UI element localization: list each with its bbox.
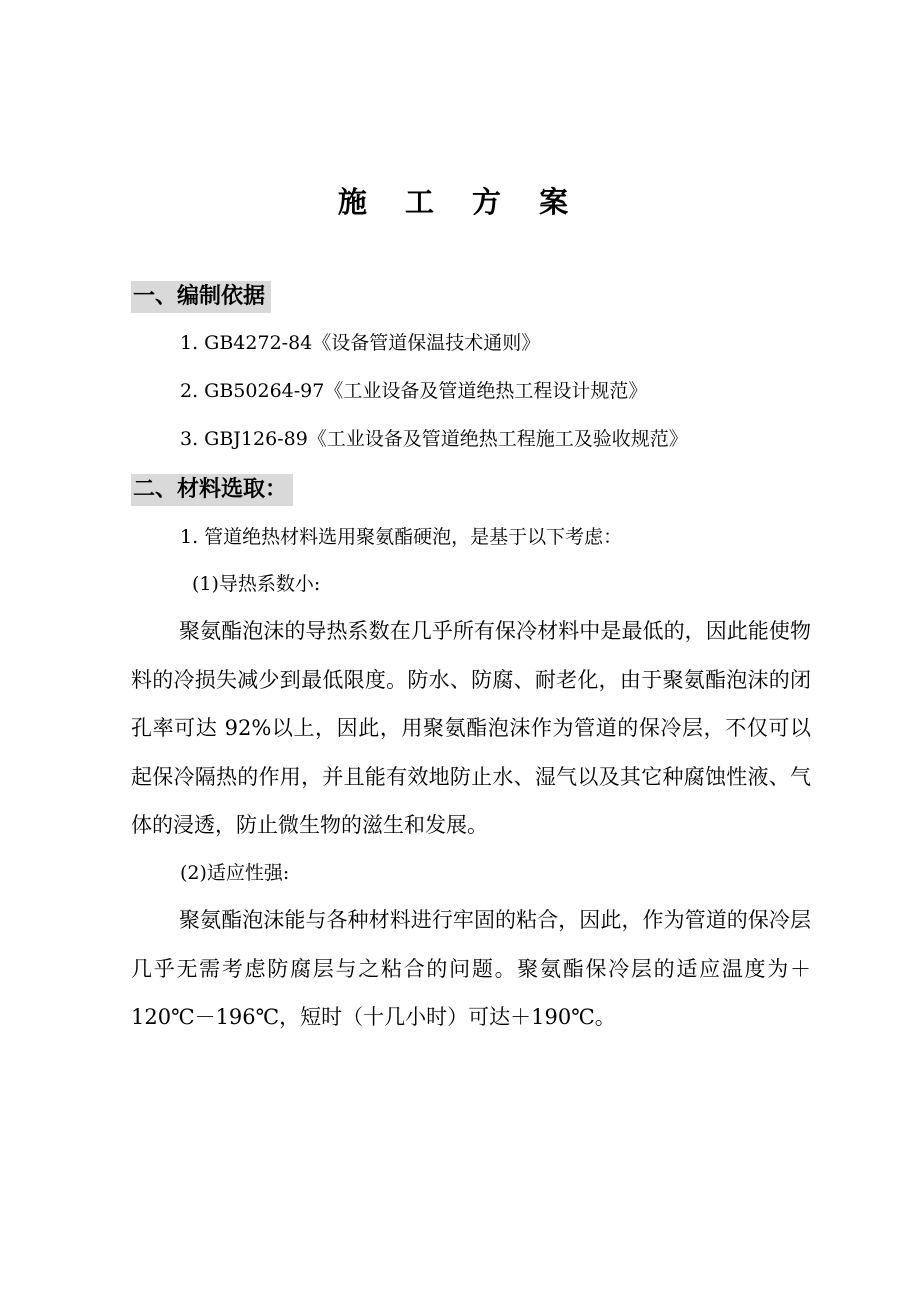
body-paragraph: 聚氨酯泡沫的导热系数在几乎所有保冷材料中是最低的，因此能使物料的冷损失减少到最低限度。防水、防腐、耐老化，由于聚氨酯泡沫的闭孔率可达 92%以上，因此，用聚氨酯泡沫作为管道的保冷层，不仅可以起保冷隔热的作用，并且能有效地防止水、湿气以及其它种腐蚀性液、气体的浸透，防止微生物的滋生和发展。 (131, 619, 811, 837)
section-heading-basis: 一、编制依据 (131, 281, 271, 313)
subpoint-label: (1)导热系数小: (192, 573, 321, 595)
materials-intro: 1. 管道绝热材料选用聚氨酯硬泡，是基于以下考虑： (180, 526, 623, 548)
page-title: 施 工 方 案 (337, 185, 583, 219)
body-paragraph: 聚氨酯泡沫能与各种材料进行牢固的粘合，因此，作为管道的保冷层几乎无需考虑防腐层与之粘合的问题。聚氨酯保冷层的适应温度为＋120℃－196℃，短时（十几小时）可达＋190℃。 (131, 908, 811, 1029)
reference-item: 2. GB50264-97《工业设备及管道绝热工程设计规范》 (180, 380, 648, 402)
reference-item: 3. GBJ126-89《工业设备及管道绝热工程施工及验收规范》 (180, 428, 688, 450)
subpoint-label: (2)适应性强: (180, 862, 290, 884)
section-heading-materials: 二、材料选取： (131, 474, 293, 506)
reference-item: 1. GB4272-84《设备管道保温技术通则》 (180, 332, 541, 354)
